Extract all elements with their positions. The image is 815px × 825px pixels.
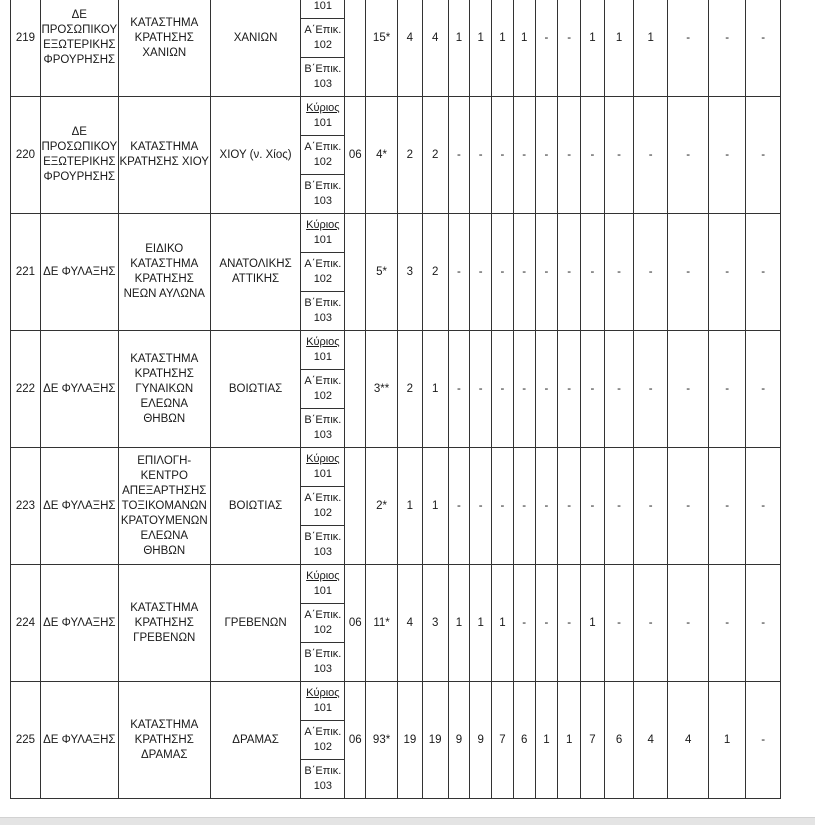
position-type: [301, 0, 345, 19]
value-cell: -: [492, 97, 514, 214]
row-number: 222: [11, 331, 41, 448]
value-cell: 2: [397, 97, 422, 214]
value-cell: -: [604, 565, 634, 682]
table-row: [11, 565, 815, 604]
position-type-label: Β΄Επικ.: [304, 63, 342, 75]
position-type-label: Κύριος: [306, 453, 340, 465]
value-cell: -: [535, 214, 558, 331]
value-cell: 1: [581, 0, 605, 97]
value-cell: 1: [581, 565, 605, 682]
row-number: 225: [11, 682, 41, 799]
region-code: [345, 331, 366, 448]
staff-category: ΔΕ ΦΥΛΑΞΗΣ: [40, 214, 118, 331]
value-cell: -: [558, 214, 581, 331]
value-cell: -: [470, 97, 492, 214]
position-type: [301, 409, 345, 448]
position-type-label: Α΄Επικ.: [304, 258, 342, 270]
value-cell: 1: [535, 682, 558, 799]
value-cell: -: [448, 97, 470, 214]
position-type-code: 102: [313, 273, 333, 285]
position-type-code: 102: [313, 39, 333, 51]
position-type: [301, 175, 345, 214]
region-code: 06: [345, 97, 366, 214]
position-type: [301, 58, 345, 97]
total-positions: 3**: [366, 331, 398, 448]
position-type-label: Κύριος: [306, 336, 340, 348]
value-cell: 1: [470, 0, 492, 97]
position-type-code: 103: [313, 546, 333, 558]
position-type-label: Β΄Επικ.: [304, 180, 342, 192]
position-type-label: Α΄Επικ.: [304, 492, 342, 504]
position-type-code: 101: [313, 585, 333, 597]
value-cell: -: [581, 448, 605, 565]
position-type-code: 103: [313, 78, 333, 90]
table-row: [11, 97, 815, 136]
value-cell: -: [745, 214, 780, 331]
value-cell: -: [513, 448, 535, 565]
position-type: [301, 253, 345, 292]
position-type: [301, 331, 345, 370]
value-cell: -: [535, 448, 558, 565]
position-type: [301, 526, 345, 565]
position-type-code: 101: [313, 234, 333, 246]
value-cell: -: [745, 97, 780, 214]
value-cell: -: [513, 565, 535, 682]
region-code: [345, 0, 366, 97]
value-cell: -: [667, 565, 708, 682]
position-type-label: Β΄Επικ.: [304, 531, 342, 543]
service-name: ΚΑΤΑΣΤΗΜΑ ΚΡΑΤΗΣΗΣ ΧΑΝΙΩΝ: [118, 0, 210, 97]
position-type-label: Β΄Επικ.: [304, 297, 342, 309]
position-type: [301, 292, 345, 331]
value-cell: -: [558, 97, 581, 214]
service-name: ΚΑΤΑΣΤΗΜΑ ΚΡΑΤΗΣΗΣ ΧΙΟΥ: [118, 97, 210, 214]
value-cell: 4: [397, 565, 422, 682]
position-type-code: 102: [313, 741, 333, 753]
value-cell: -: [558, 331, 581, 448]
region-name: ΑΝΑΤΟΛΙΚΗΣ ΑΤΤΙΚΗΣ: [210, 214, 301, 331]
value-cell: -: [634, 448, 668, 565]
value-cell: -: [709, 97, 746, 214]
value-cell: 1: [558, 682, 581, 799]
position-type-code: 102: [313, 507, 333, 519]
value-cell: -: [558, 565, 581, 682]
position-type-label: Α΄Επικ.: [304, 141, 342, 153]
row-number: 223: [11, 448, 41, 565]
value-cell: -: [513, 97, 535, 214]
value-cell: 2: [397, 331, 422, 448]
position-type: [301, 19, 345, 58]
value-cell: -: [745, 331, 780, 448]
value-cell: -: [535, 565, 558, 682]
position-type-code: 102: [313, 624, 333, 636]
value-cell: 3: [422, 565, 448, 682]
value-cell: -: [558, 448, 581, 565]
value-cell: -: [667, 97, 708, 214]
staff-category: ΔΕ ΦΥΛΑΞΗΣ: [40, 565, 118, 682]
value-cell: 2: [422, 214, 448, 331]
value-cell: -: [667, 448, 708, 565]
value-cell: -: [513, 331, 535, 448]
row-number: 221: [11, 214, 41, 331]
position-type-label: Α΄Επικ.: [304, 726, 342, 738]
value-cell: 6: [604, 682, 634, 799]
value-cell: -: [709, 331, 746, 448]
region-code: 06: [345, 682, 366, 799]
value-cell: 1: [448, 565, 470, 682]
viewer-bottom-bar: [0, 817, 815, 825]
staff-category: ΔΕ ΦΥΛΑΞΗΣ: [40, 682, 118, 799]
position-type: [301, 721, 345, 760]
staff-category: ΔΕ ΦΥΛΑΞΗΣ: [40, 448, 118, 565]
value-cell: 4: [422, 0, 448, 97]
value-cell: -: [667, 214, 708, 331]
value-cell: -: [709, 0, 746, 97]
value-cell: 1: [634, 0, 668, 97]
value-cell: -: [492, 448, 514, 565]
position-type-code: 103: [313, 195, 333, 207]
position-type-code: 103: [313, 429, 333, 441]
value-cell: -: [492, 331, 514, 448]
value-cell: 1: [492, 0, 514, 97]
value-cell: -: [745, 448, 780, 565]
value-cell: -: [709, 565, 746, 682]
total-positions: 4*: [366, 97, 398, 214]
value-cell: -: [535, 0, 558, 97]
value-cell: 1: [448, 0, 470, 97]
service-name: ΕΠΙΛΟΓΗ-ΚΕΝΤΡΟ ΑΠΕΞΑΡΤΗΣΗΣ ΤΟΞΙΚΟΜΑΝΩΝ ΚΡΑΤΟΥΜΕΝΩΝ ΕΛΕΩΝΑ ΘΗΒΩΝ: [118, 448, 210, 565]
table-row: [11, 214, 815, 253]
value-cell: -: [470, 331, 492, 448]
region-name: ΔΡΑΜΑΣ: [210, 682, 301, 799]
value-cell: 1: [709, 682, 746, 799]
position-type: [301, 214, 345, 253]
value-cell: -: [745, 0, 780, 97]
value-cell: -: [634, 565, 668, 682]
table-row: [11, 682, 815, 721]
position-type-code: 102: [313, 390, 333, 402]
value-cell: -: [745, 682, 780, 799]
position-type-label: Α΄Επικ.: [304, 375, 342, 387]
staff-category: ΔΕ ΠΡΟΣΩΠΙΚΟΥ ΕΞΩΤΕΡΙΚΗΣ ΦΡΟΥΡΗΣΗΣ: [40, 0, 118, 97]
value-cell: -: [448, 448, 470, 565]
table-row: [11, 331, 815, 370]
value-cell: -: [745, 565, 780, 682]
staff-category: ΔΕ ΠΡΟΣΩΠΙΚΟΥ ΕΞΩΤΕΡΙΚΗΣ ΦΡΟΥΡΗΣΗΣ: [40, 97, 118, 214]
value-cell: -: [604, 331, 634, 448]
value-cell: -: [604, 448, 634, 565]
value-cell: -: [634, 214, 668, 331]
position-type-code: 102: [313, 156, 333, 168]
region-code: 06: [345, 565, 366, 682]
value-cell: -: [535, 97, 558, 214]
value-cell: -: [634, 331, 668, 448]
position-type-label: Α΄Επικ.: [304, 609, 342, 621]
value-cell: -: [709, 214, 746, 331]
total-positions: 2*: [366, 448, 398, 565]
position-type: [301, 370, 345, 409]
total-positions: 5*: [366, 214, 398, 331]
position-type: [301, 604, 345, 643]
table-row: [11, 0, 815, 19]
position-type-label: Κύριος: [306, 570, 340, 582]
position-type-code: 103: [313, 780, 333, 792]
value-cell: -: [667, 331, 708, 448]
value-cell: -: [513, 214, 535, 331]
value-cell: -: [470, 214, 492, 331]
value-cell: -: [581, 97, 605, 214]
value-cell: -: [604, 97, 634, 214]
position-type-code: 103: [313, 663, 333, 675]
staff-category: ΔΕ ΦΥΛΑΞΗΣ: [40, 331, 118, 448]
value-cell: 7: [581, 682, 605, 799]
value-cell: 4: [667, 682, 708, 799]
row-number: 219: [11, 0, 41, 97]
value-cell: -: [470, 448, 492, 565]
region-name: ΧΙΟΥ (ν. Χίος): [210, 97, 301, 214]
value-cell: -: [558, 0, 581, 97]
value-cell: 1: [604, 0, 634, 97]
value-cell: 1: [513, 0, 535, 97]
value-cell: -: [581, 214, 605, 331]
position-type-label: Β΄Επικ.: [304, 648, 342, 660]
value-cell: -: [492, 214, 514, 331]
position-type-label: Α΄Επικ.: [304, 24, 342, 36]
service-name: ΚΑΤΑΣΤΗΜΑ ΚΡΑΤΗΣΗΣ ΓΡΕΒΕΝΩΝ: [118, 565, 210, 682]
region-name: ΒΟΙΩΤΙΑΣ: [210, 331, 301, 448]
value-cell: -: [535, 331, 558, 448]
position-type: [301, 760, 345, 799]
value-cell: 3: [397, 214, 422, 331]
total-positions: 15*: [366, 0, 398, 97]
position-type: [301, 97, 345, 136]
value-cell: -: [667, 0, 708, 97]
value-cell: 1: [422, 448, 448, 565]
value-cell: 9: [448, 682, 470, 799]
position-type-code: 103: [313, 312, 333, 324]
position-type-code: 101: [313, 702, 333, 714]
total-positions: 93*: [366, 682, 398, 799]
position-type-label: Κύριος: [306, 102, 340, 114]
value-cell: 1: [397, 448, 422, 565]
value-cell: -: [448, 331, 470, 448]
value-cell: 6: [513, 682, 535, 799]
position-type: [301, 682, 345, 721]
position-type: [301, 643, 345, 682]
position-type-label: Β΄Επικ.: [304, 414, 342, 426]
value-cell: -: [581, 331, 605, 448]
value-cell: -: [634, 97, 668, 214]
table-row: [11, 448, 815, 487]
value-cell: 4: [397, 0, 422, 97]
position-type-label: Β΄Επικ.: [304, 765, 342, 777]
region-code: [345, 214, 366, 331]
value-cell: 2: [422, 97, 448, 214]
region-name: ΓΡΕΒΕΝΩΝ: [210, 565, 301, 682]
position-type: [301, 448, 345, 487]
total-positions: 11*: [366, 565, 398, 682]
value-cell: 19: [397, 682, 422, 799]
row-number: 220: [11, 97, 41, 214]
position-type: [301, 136, 345, 175]
position-type-label: Κύριος: [306, 219, 340, 231]
value-cell: 1: [470, 565, 492, 682]
value-cell: 1: [422, 331, 448, 448]
region-code: [345, 448, 366, 565]
service-name: ΕΙΔΙΚΟ ΚΑΤΑΣΤΗΜΑ ΚΡΑΤΗΣΗΣ ΝΕΩΝ ΑΥΛΩΝΑ: [118, 214, 210, 331]
position-type: [301, 565, 345, 604]
value-cell: -: [709, 448, 746, 565]
position-type-code: 101: [313, 117, 333, 129]
position-type-code: 101: [313, 468, 333, 480]
position-type-label: Κύριος: [306, 687, 340, 699]
position-type-code: 101: [313, 351, 333, 363]
value-cell: 7: [492, 682, 514, 799]
service-name: ΚΑΤΑΣΤΗΜΑ ΚΡΑΤΗΣΗΣ ΔΡΑΜΑΣ: [118, 682, 210, 799]
value-cell: -: [448, 214, 470, 331]
region-name: ΧΑΝΙΩΝ: [210, 0, 301, 97]
value-cell: 9: [470, 682, 492, 799]
row-number: 224: [11, 565, 41, 682]
position-type-code: 101: [313, 0, 333, 12]
positions-table: [10, 0, 815, 799]
value-cell: 1: [492, 565, 514, 682]
value-cell: -: [604, 214, 634, 331]
region-name: ΒΟΙΩΤΙΑΣ: [210, 448, 301, 565]
service-name: ΚΑΤΑΣΤΗΜΑ ΚΡΑΤΗΣΗΣ ΓΥΝΑΙΚΩΝ ΕΛΕΩΝΑ ΘΗΒΩΝ: [118, 331, 210, 448]
value-cell: 19: [422, 682, 448, 799]
position-type: [301, 487, 345, 526]
value-cell: 4: [634, 682, 668, 799]
